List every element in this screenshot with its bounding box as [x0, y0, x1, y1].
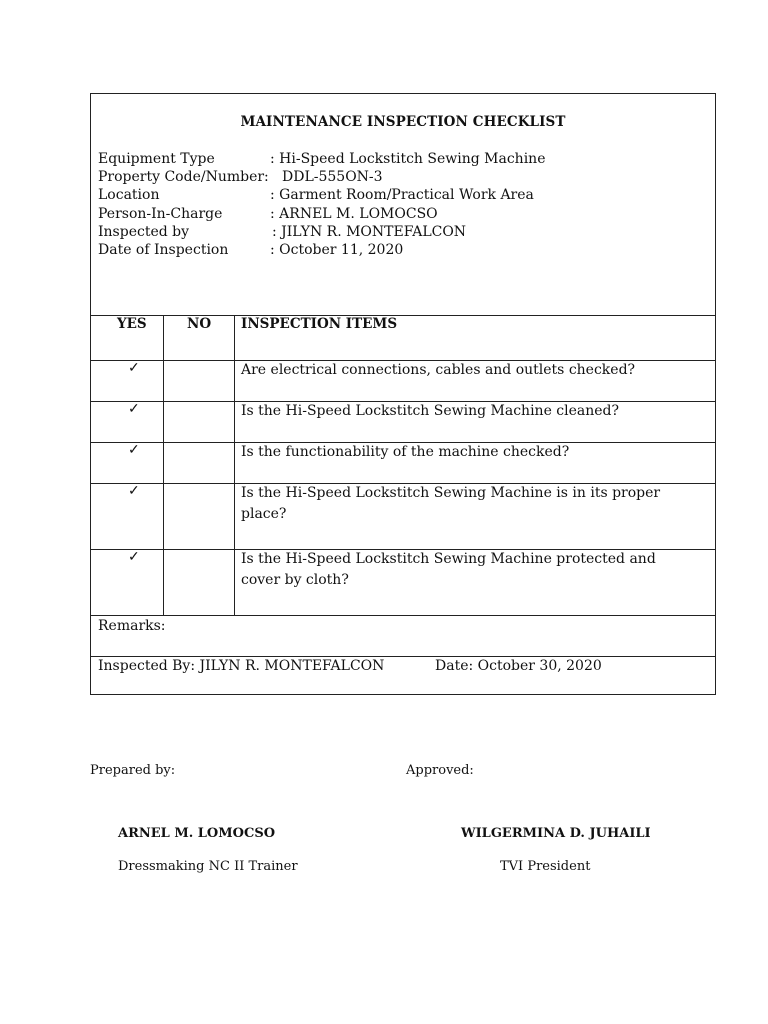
table-bottom-border — [91, 615, 715, 616]
inspection-checklist-form — [90, 93, 716, 695]
inspected-by-footer: Inspected By: JILYN R. MONTEFALCON — [98, 658, 385, 674]
check-mark-icon: ✓ — [128, 549, 140, 565]
column-header-yes: YES — [117, 316, 147, 332]
remarks-divider — [91, 656, 715, 657]
inspection-item: Is the Hi-Speed Lockstitch Sewing Machine protected and cover by cloth? — [241, 551, 656, 588]
info-value: : Hi-Speed Lockstitch Sewing Machine — [270, 151, 546, 167]
approver-title: TVI President — [500, 859, 591, 874]
check-mark-icon: ✓ — [128, 442, 140, 458]
remarks-label: Remarks: — [98, 618, 166, 634]
column-divider-yes — [163, 315, 164, 615]
prepared-by-label: Prepared by: — [90, 763, 176, 778]
approved-label: Approved: — [406, 763, 474, 778]
column-header-no: NO — [187, 316, 212, 332]
inspection-item: Are electrical connections, cables and outlets checked? — [241, 362, 636, 378]
inspected-date: Date: October 30, 2020 — [435, 658, 602, 674]
column-divider-no — [234, 315, 235, 615]
info-label: Inspected by — [98, 223, 190, 240]
info-label: Date of Inspection — [98, 241, 229, 258]
info-label: Person-In-Charge — [98, 205, 223, 222]
inspection-item: Is the functionability of the machine checked? — [241, 444, 570, 460]
form-title: MAINTENANCE INSPECTION CHECKLIST — [240, 114, 566, 130]
column-header-items: INSPECTION ITEMS — [241, 316, 398, 332]
info-value: : Garment Room/Practical Work Area — [270, 187, 534, 204]
preparer-name: ARNEL M. LOMOCSO — [118, 826, 276, 841]
inspection-item: Is the Hi-Speed Lockstitch Sewing Machine is in its proper place? — [241, 485, 661, 522]
info-label: Property Code/Number: — [98, 169, 269, 186]
info-value: : JILYN R. MONTEFALCON — [272, 223, 467, 240]
info-value: DDL-555ON-3 — [282, 169, 383, 186]
check-mark-icon: ✓ — [128, 483, 140, 499]
inspection-item: Is the Hi-Speed Lockstitch Sewing Machine cleaned? — [241, 403, 620, 419]
info-value: : October 11, 2020 — [270, 241, 404, 258]
info-label: Equipment Type — [98, 151, 215, 167]
info-value: : ARNEL M. LOMOCSO — [270, 205, 438, 222]
info-label: Location — [98, 187, 160, 204]
preparer-title: Dressmaking NC II Trainer — [118, 859, 298, 874]
check-mark-icon: ✓ — [128, 401, 140, 417]
approver-name: WILGERMINA D. JUHAILI — [461, 826, 651, 841]
table-top-border — [91, 315, 715, 316]
check-mark-icon: ✓ — [128, 360, 140, 376]
